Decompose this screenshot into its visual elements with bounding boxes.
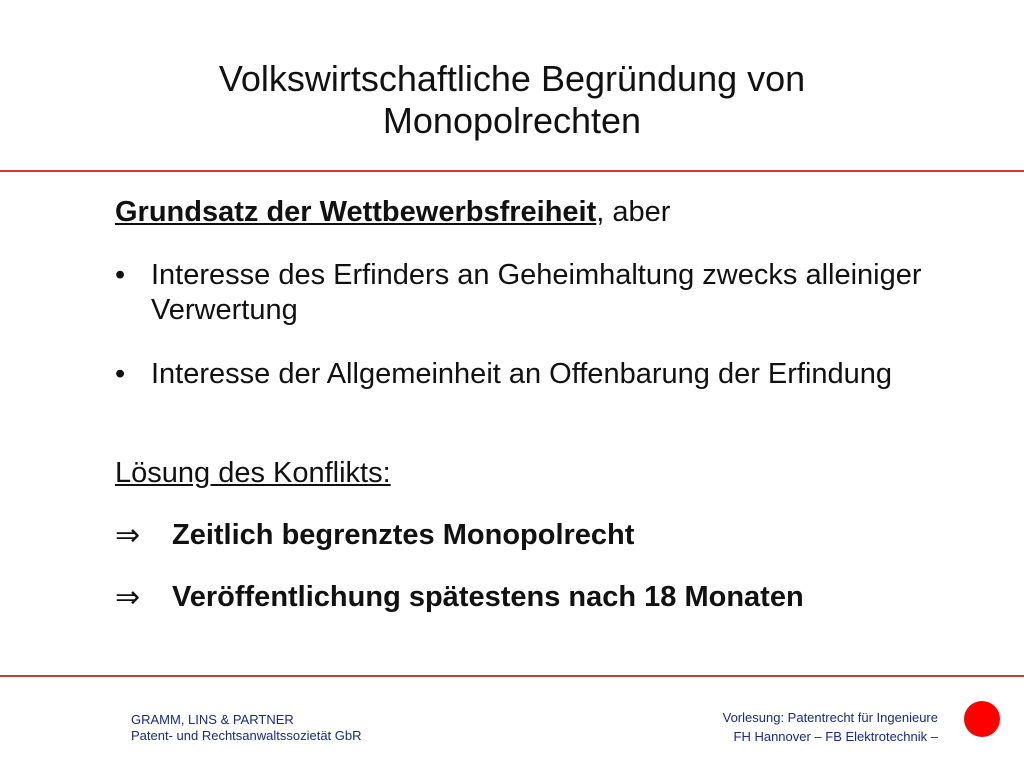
bullet-text: Interesse des Erfinders an Geheimhaltung zwecks alleiniger Verwertung [151,259,922,326]
slide-title-line-2: Monopolrechten [382,100,642,141]
solution-heading: Lösung des Konflikts: [115,457,391,489]
footer-lecture-title: Vorlesung: Patentrecht für Ingenieure [722,710,938,725]
bottom-divider [0,675,1024,677]
footer-firm-type: Patent- und Rechtsanwaltssozietät GbR [131,728,362,743]
bullet-icon: • [115,259,126,291]
implies-arrow-icon: ⇒ [115,580,141,615]
slide-title [100,58,924,142]
red-dot-logo-icon [964,701,1000,737]
footer-lecture [723,708,938,746]
bullet-icon: • [115,358,126,390]
bullet-text: Interesse der Allgemeinheit an Offenbarung der Erfindung [151,358,893,390]
footer-firm-name: GRAMM, LINS & PARTNER [131,712,294,727]
slide-title-line-1: Volkswirtschaftliche Begründung von [218,58,806,99]
top-divider [0,170,1024,172]
conclusion-text: Veröffentlichung spätestens nach 18 Monaten [172,581,804,613]
section-heading [115,195,670,230]
conclusion-text: Zeitlich begrenztes Monopolrecht [172,519,635,551]
footer-firm [131,712,362,744]
section-heading-suffix: , aber [596,196,671,228]
section-heading-emphasis: Grundsatz der Wettbewerbsfreiheit [115,196,597,228]
footer-lecture-institution: FH Hannover – FB Elektrotechnik – [733,729,938,744]
implies-arrow-icon: ⇒ [115,518,141,553]
